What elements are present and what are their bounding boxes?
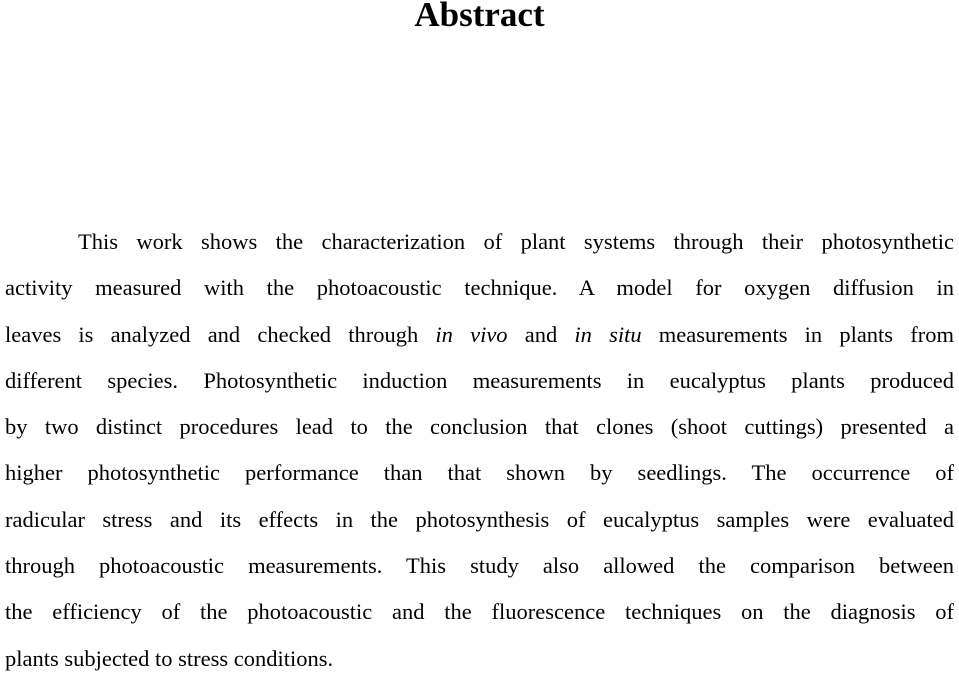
abstract-line: [5, 361, 954, 407]
abstract-body: [5, 222, 954, 685]
abstract-text: the efficiency of the photoacoustic and the fluorescence techniques on the diagnosis of: [5, 599, 954, 625]
abstract-text: radicular stress and its effects in the photosynthesis of eucalyptus samples were evaluated: [5, 506, 954, 532]
abstract-line: [5, 592, 954, 638]
abstract-italic-term: in vivo: [435, 321, 508, 347]
abstract-line: [5, 222, 954, 268]
abstract-line: [5, 407, 954, 453]
abstract-text: plants subjected to stress conditions.: [5, 645, 334, 671]
abstract-line: [5, 500, 954, 546]
abstract-text: through photoacoustic measurements. This study also allowed the comparison between: [5, 553, 954, 579]
abstract-text: and: [507, 321, 575, 347]
abstract-text: different species. Photosynthetic induction measurements in eucalyptus plants produced: [5, 367, 954, 393]
page-title: Abstract: [414, 0, 545, 34]
abstract-text: by two distinct procedures lead to the conclusion that clones (shoot cuttings) presented a: [5, 414, 954, 440]
abstract-text: leaves is analyzed and checked through: [5, 321, 436, 347]
abstract-italic-term: in situ: [574, 321, 642, 347]
abstract-text: This work shows the characterization of plant systems through their photosynthetic: [78, 229, 954, 254]
abstract-text: measurements in plants from: [641, 321, 954, 347]
abstract-text: higher photosynthetic performance than that shown by seedlings. The occurrence of: [5, 460, 954, 486]
abstract-line: [5, 268, 954, 314]
abstract-line: [5, 453, 954, 499]
abstract-line: [5, 639, 954, 685]
abstract-line: [5, 546, 954, 592]
abstract-line: [5, 315, 954, 361]
abstract-text: activity measured with the photoacoustic technique. A model for oxygen diffusion in: [5, 275, 954, 301]
